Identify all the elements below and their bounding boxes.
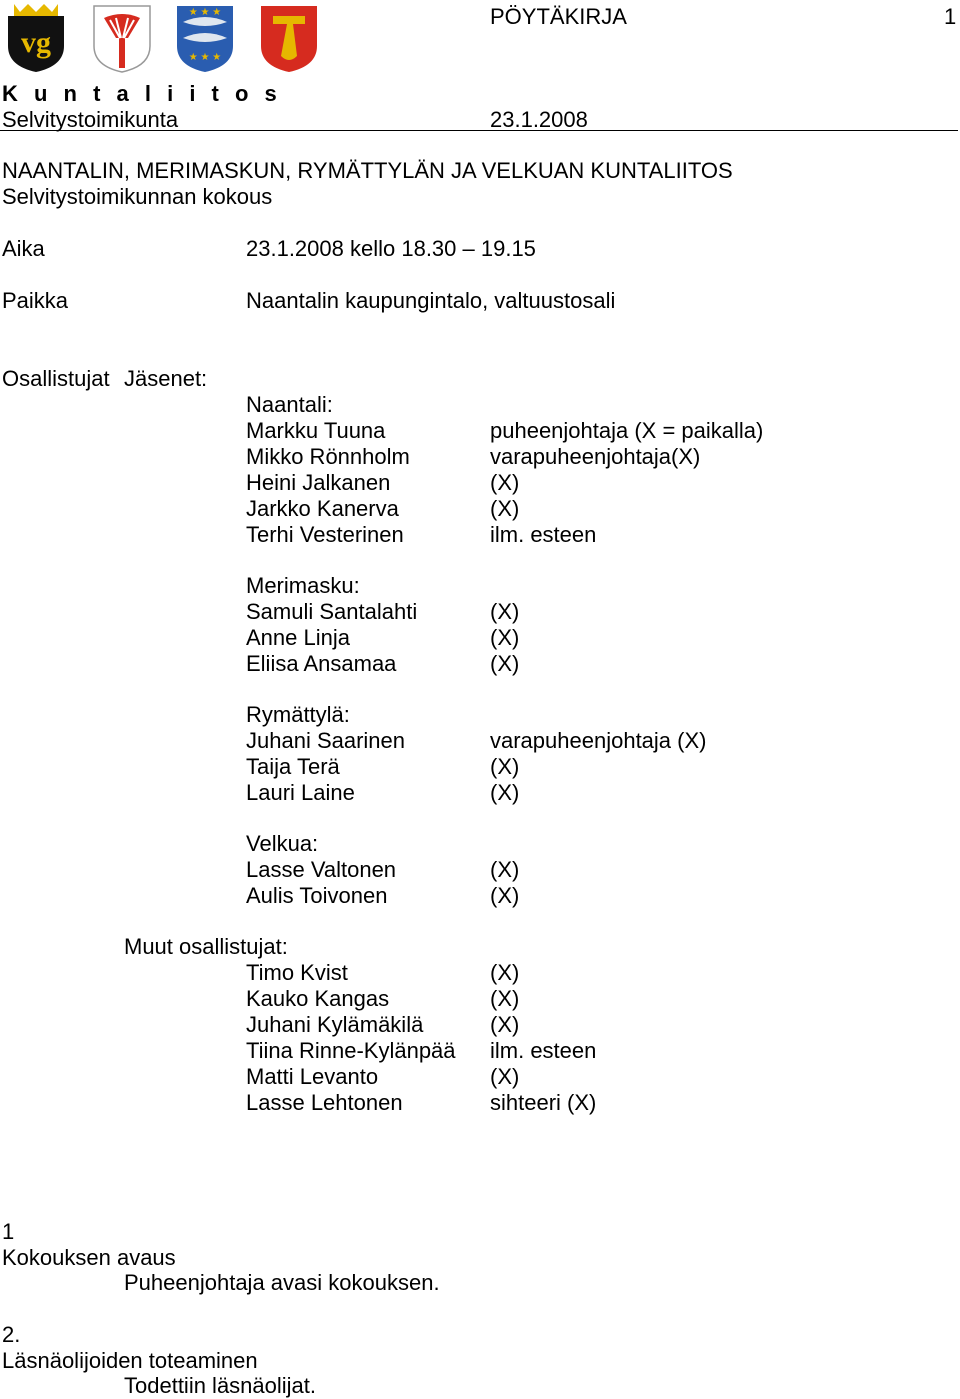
velkua-crest: [257, 2, 321, 74]
svg-text:★ ★ ★: ★ ★ ★: [188, 52, 222, 63]
paikka-label: Paikka: [2, 288, 69, 313]
meeting-title: NAANTALIN, MERIMASKUN, RYMÄTTYLÄN JA VELKUAN KUNTALIITOS: [2, 158, 733, 183]
person-status: (X): [490, 754, 520, 779]
person-status: (X): [490, 470, 520, 495]
merimasku-crest: [90, 2, 154, 74]
section-body: Puheenjohtaja avasi kokouksen.: [124, 1270, 440, 1295]
person-status: (X): [490, 883, 520, 908]
aika-label: Aika: [2, 236, 45, 261]
person-status: (X): [490, 960, 520, 985]
section-number: 2.: [2, 1322, 21, 1347]
others-label: Muut osallistujat:: [124, 934, 288, 959]
person-name: Tiina Rinne-Kylänpää: [246, 1038, 456, 1063]
person-status: puheenjohtaja (X = paikalla): [490, 418, 764, 443]
person-status: varapuheenjohtaja(X): [490, 444, 701, 469]
person-name: Juhani Kylämäkilä: [246, 1012, 424, 1037]
person-status: (X): [490, 599, 520, 624]
person-name: Eliisa Ansamaa: [246, 651, 397, 676]
person-status: (X): [490, 651, 520, 676]
person-name: Lasse Lehtonen: [246, 1090, 403, 1115]
meeting-subtitle: Selvitystoimikunnan kokous: [2, 184, 273, 209]
naantali-crest: [4, 2, 68, 74]
organization-title: K u n t a l i i t o s: [2, 81, 282, 106]
person-status: ilm. esteen: [490, 1038, 597, 1063]
person-name: Juhani Saarinen: [246, 728, 406, 753]
section-body: Todettiin läsnäolijat.: [124, 1373, 317, 1398]
section-number: 1: [2, 1219, 15, 1244]
person-name: Kauko Kangas: [246, 986, 390, 1011]
person-name: Matti Levanto: [246, 1064, 379, 1089]
group-name: Rymättylä:: [246, 702, 350, 727]
person-name: Anne Linja: [246, 625, 350, 650]
document-type: PÖYTÄKIRJA: [490, 4, 627, 29]
person-name: Jarkko Kanerva: [246, 496, 399, 521]
page-number: 1: [944, 4, 957, 29]
svg-text:★ ★ ★: ★ ★ ★: [188, 7, 222, 18]
person-status: (X): [490, 857, 520, 882]
aika-value: 23.1.2008 kello 18.30 – 19.15: [246, 236, 536, 261]
section-title: Kokouksen avaus: [2, 1245, 176, 1270]
paikka-value: Naantalin kaupungintalo, valtuustosali: [246, 288, 616, 313]
svg-text:vg: vg: [21, 26, 51, 59]
person-name: Lasse Valtonen: [246, 857, 397, 882]
header-date: 23.1.2008: [490, 107, 588, 132]
participants-label: Osallistujat: [2, 366, 110, 391]
person-status: varapuheenjohtaja (X): [490, 728, 707, 753]
person-status: (X): [490, 625, 520, 650]
person-status: (X): [490, 496, 520, 521]
header-divider: [0, 130, 958, 131]
person-name: Heini Jalkanen: [246, 470, 391, 495]
rymattyla-crest: [173, 2, 237, 74]
person-name: Markku Tuuna: [246, 418, 386, 443]
person-name: Mikko Rönnholm: [246, 444, 410, 469]
person-name: Terhi Vesterinen: [246, 522, 404, 547]
section-title: Läsnäolijoiden toteaminen: [2, 1348, 258, 1373]
person-status: (X): [490, 780, 520, 805]
person-name: Aulis Toivonen: [246, 883, 388, 908]
members-label: Jäsenet:: [124, 366, 208, 391]
group-name: Velkua:: [246, 831, 319, 856]
person-name: Taija Terä: [246, 754, 340, 779]
person-name: Samuli Santalahti: [246, 599, 418, 624]
person-status: (X): [490, 986, 520, 1011]
person-name: Timo Kvist: [246, 960, 348, 985]
group-name: Merimasku:: [246, 573, 360, 598]
group-name: Naantali:: [246, 392, 333, 417]
person-status: (X): [490, 1012, 520, 1037]
person-status: ilm. esteen: [490, 522, 597, 547]
person-name: Lauri Laine: [246, 780, 355, 805]
person-status: (X): [490, 1064, 520, 1089]
person-status: sihteeri (X): [490, 1090, 597, 1115]
committee-name: Selvitystoimikunta: [2, 107, 179, 132]
